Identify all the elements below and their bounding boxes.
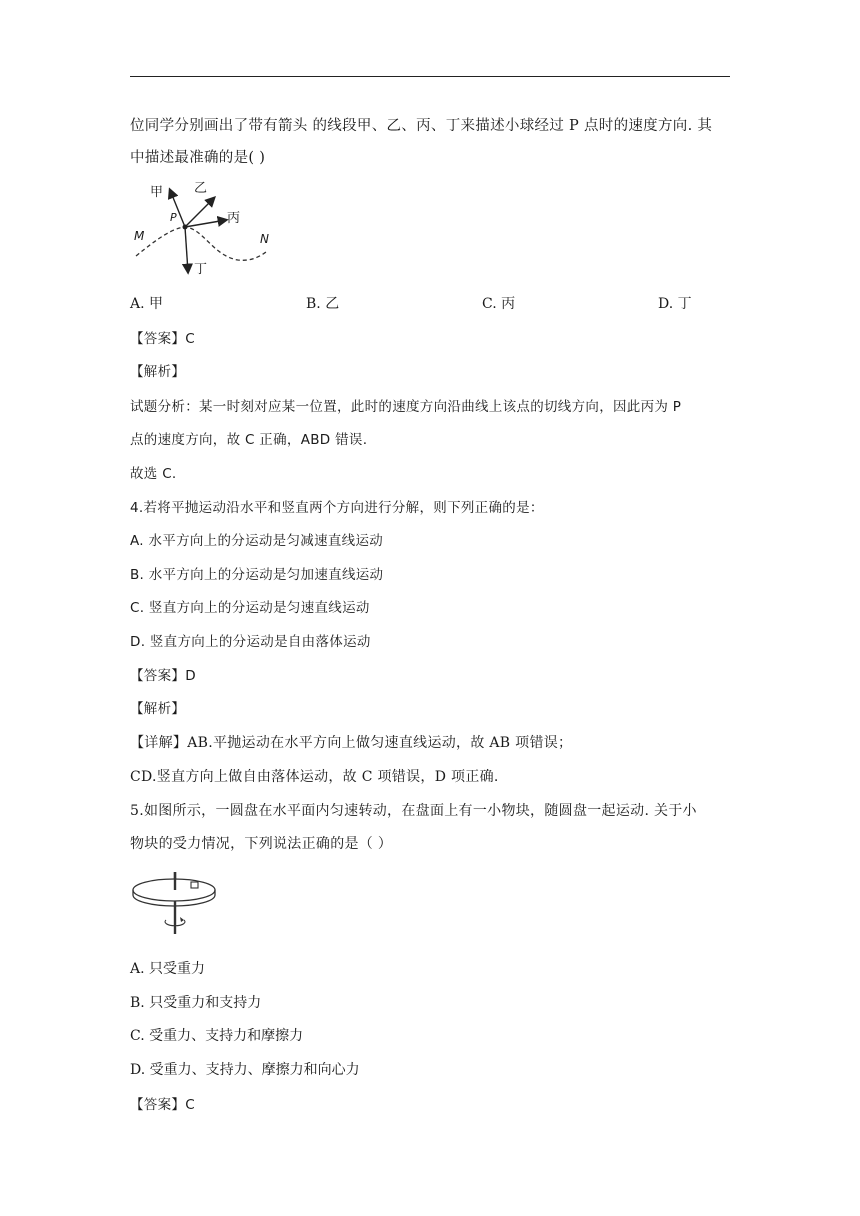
arrow-ding xyxy=(185,227,188,272)
label-ding: 丁 xyxy=(194,262,208,277)
label-bing: 丙 xyxy=(227,211,241,226)
q3-analysis-line1: 试题分析：某一时刻对应某一位置，此时的速度方向沿曲线上该点的切线方向，因此丙为 P xyxy=(130,399,682,415)
q4-detail-line2: CD.竖直方向上做自由落体运动，故 C 项错误，D 项正确. xyxy=(130,769,499,785)
q4-stem: 4.若将平抛运动沿水平和竖直两个方向进行分解，则下列正确的是： xyxy=(130,500,544,516)
q4-analysis-head: 【解析】 xyxy=(130,701,186,717)
q4-detail-line1: 【详解】AB.平抛运动在水平方向上做匀速直线运动，故 AB 项错误； xyxy=(130,735,573,751)
label-m: M xyxy=(134,229,145,243)
q3-option-c: C. 丙 xyxy=(482,296,516,312)
label-jia: 甲 xyxy=(150,185,164,200)
q5-option-b: B. 只受重力和支持力 xyxy=(130,995,262,1011)
q3-analysis-head: 【解析】 xyxy=(130,364,186,380)
label-p: P xyxy=(170,211,177,224)
q3-analysis-line3: 故选 C. xyxy=(130,466,177,482)
q3-option-d: D. 丁 xyxy=(658,296,692,312)
label-yi: 乙 xyxy=(194,181,208,196)
q5-option-a: A. 只受重力 xyxy=(130,961,206,977)
q4-option-c: C. 竖直方向上的分运动是匀速直线运动 xyxy=(130,600,370,616)
q5-option-c: C. 受重力、支持力和摩擦力 xyxy=(130,1028,304,1044)
q5-stem-line2: 物块的受力情况，下列说法正确的是（ ） xyxy=(130,836,393,852)
label-n: N xyxy=(260,232,269,246)
rotating-disc-figure xyxy=(128,868,224,940)
q4-option-d: D. 竖直方向上的分运动是自由落体运动 xyxy=(130,634,371,650)
q5-stem-line1: 5.如图所示，一圆盘在水平面内匀速转动，在盘面上有一小物块，随圆盘一起运动. 关于小 xyxy=(130,803,697,819)
q3-analysis-line2: 点的速度方向，故 C 正确，ABD 错误. xyxy=(130,432,368,448)
small-block xyxy=(191,882,198,888)
q5-option-d: D. 受重力、支持力、摩擦力和向心力 xyxy=(130,1062,360,1078)
q4-answer: 【答案】D xyxy=(130,668,196,684)
q3-stem-line2: 中描述最准确的是( ) xyxy=(130,150,266,166)
q5-answer: 【答案】C xyxy=(130,1097,195,1113)
trajectory-curve xyxy=(136,227,266,260)
header-rule xyxy=(130,76,730,77)
q3-stem-line1: 位同学分别画出了带有箭头 的线段甲、乙、丙、丁来描述小球经过 P 点时的速度方向. 其 xyxy=(130,118,713,134)
q3-option-a: A. 甲 xyxy=(130,296,164,312)
q4-option-a: A. 水平方向上的分运动是匀减速直线运动 xyxy=(130,533,384,549)
q4-option-b: B. 水平方向上的分运动是匀加速直线运动 xyxy=(130,567,384,583)
q3-option-b: B. 乙 xyxy=(306,296,340,312)
q3-answer: 【答案】C xyxy=(130,331,195,347)
